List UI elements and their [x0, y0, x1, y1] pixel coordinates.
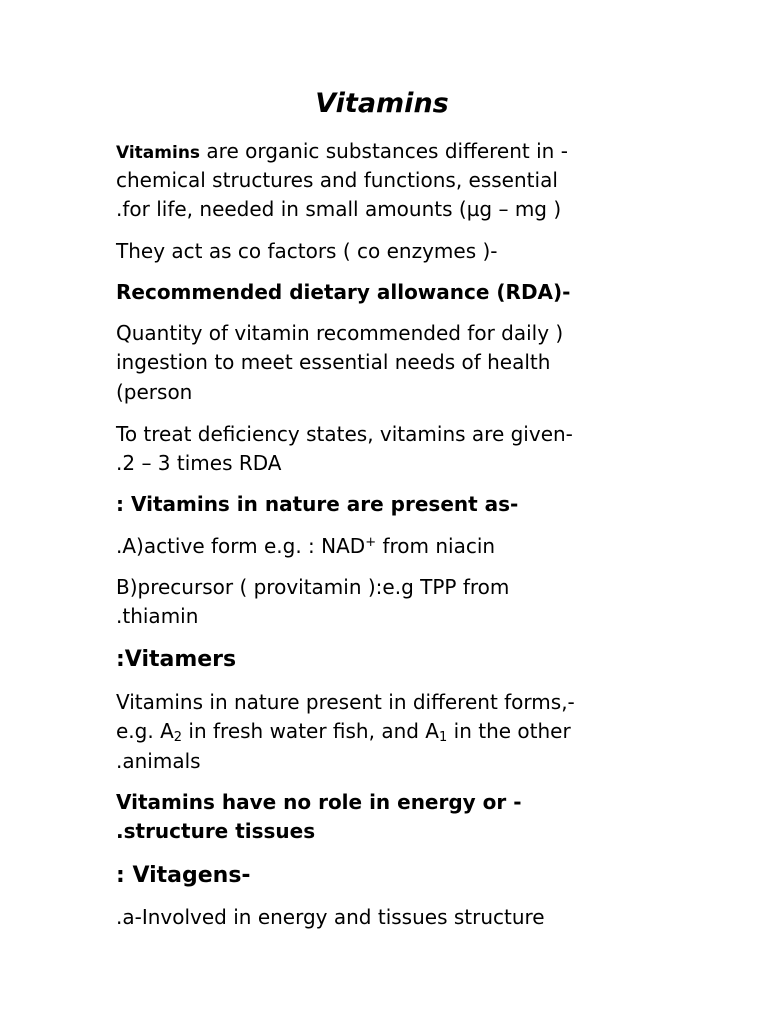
vitamers-line-2-text: e.g. A	[116, 719, 174, 743]
vitamers-line-2-text-end: in the other	[447, 719, 571, 743]
nature-item-a	[116, 532, 495, 561]
energy-line-1: Vitamins have no role in energy or -	[116, 790, 522, 814]
nature-item-a-text: .A)active form e.g. : NAD	[116, 534, 366, 558]
nature-heading: : Vitamins in nature are present as-	[116, 492, 519, 516]
vitamers-subscript-a1: 1	[439, 730, 448, 745]
intro-term: Vitamins	[116, 143, 201, 163]
vitamers-line-1: Vitamins in nature present in different forms,-	[116, 690, 575, 714]
intro-line-3: .for life, needed in small amounts (µg – mg )	[116, 197, 562, 221]
deficiency-line-2: .2 – 3 times RDA	[116, 451, 282, 475]
cofactors-line: They act as co factors ( co enzymes )-	[116, 239, 498, 263]
intro-line-1-text: are organic substances different in -	[200, 139, 568, 163]
rda-line-3: (person	[116, 380, 193, 404]
rda-line-2: ingestion to meet essential needs of health	[116, 350, 551, 374]
rda-line-1: Quantity of vitamin recommended for daily )	[116, 321, 564, 345]
page-title: Vitamins	[315, 88, 449, 119]
energy-line-2: .structure tissues	[116, 819, 316, 843]
vitamers-subscript-a2: 2	[173, 730, 183, 745]
intro-line-1	[116, 137, 568, 168]
vitagens-heading: : Vitagens-	[116, 863, 251, 888]
vitamers-line-2	[116, 717, 571, 746]
nature-item-a-superscript: +	[365, 535, 377, 550]
vitagens-line-1: .a-Involved in energy and tissues structure	[116, 905, 545, 929]
vitamers-line-3: .animals	[116, 749, 201, 773]
vitamers-heading: :Vitamers	[116, 647, 237, 672]
vitamers-line-2-text-mid: in fresh water fish, and A	[182, 719, 439, 743]
intro-line-2: chemical structures and functions, essential	[116, 168, 558, 192]
nature-item-b-line-2: .thiamin	[116, 604, 199, 628]
nature-item-b-line-1: B)precursor ( provitamin ):e.g TPP from	[116, 575, 510, 599]
rda-heading: Recommended dietary allowance (RDA)-	[116, 280, 571, 304]
deficiency-line-1: To treat deficiency states, vitamins are given-	[116, 422, 573, 446]
nature-item-a-text-end: from niacin	[376, 534, 496, 558]
